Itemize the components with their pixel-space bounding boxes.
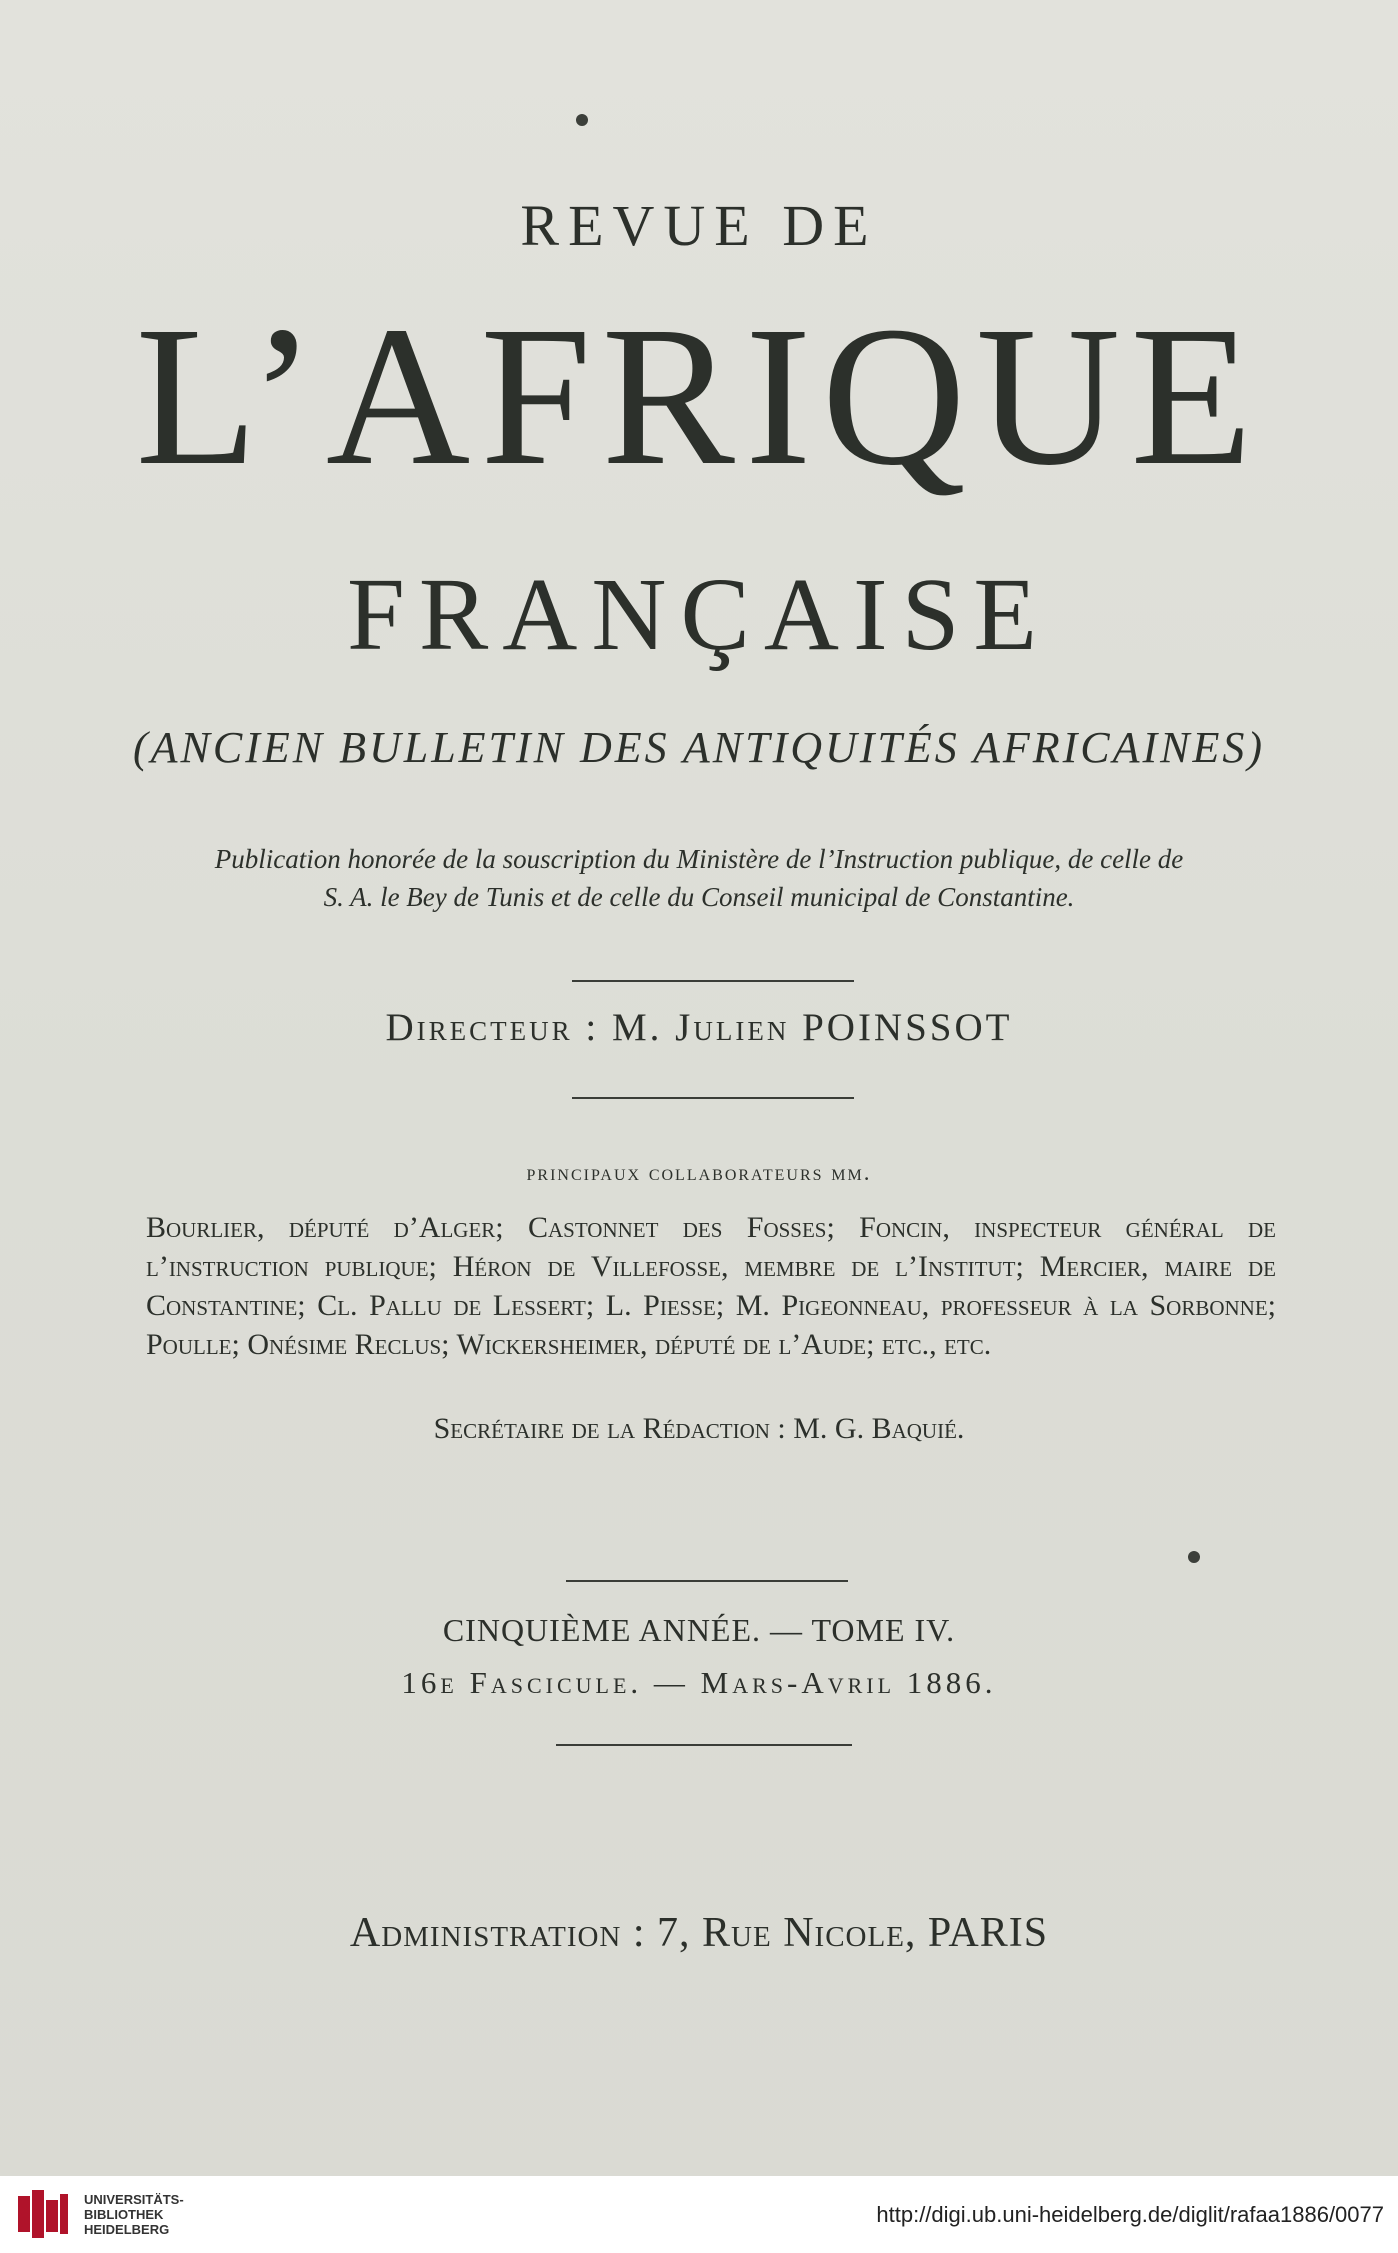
fascicule-line: 16e Fascicule. — Mars-Avril 1886. — [401, 1665, 997, 1700]
year-tome-line: CINQUIÈME ANNÉE. — TOME IV. — [442, 1612, 956, 1648]
journal-title-main: L’AFRIQUE — [135, 286, 1263, 507]
revue-de-heading: REVUE DE — [520, 193, 878, 258]
divider — [572, 980, 854, 982]
collaborators-heading: principaux collaborateurs mm. — [526, 1160, 872, 1185]
divider — [572, 1097, 854, 1099]
ornament-dot — [576, 114, 588, 126]
patronage-line-2: S. A. le Bey de Tunis et de celle du Conseil municipal de Constantine. — [323, 882, 1075, 912]
source-url[interactable]: http://digi.ub.uni-heidelberg.de/diglit/rafaa1886/0077 — [876, 2202, 1384, 2227]
library-name: UNIVERSITÄTS- BIBLIOTHEK HEIDELBERG — [84, 2192, 184, 2237]
divider — [566, 1580, 848, 1582]
ornament-dot-side — [1188, 1551, 1200, 1563]
administration-address: Administration : 7, Rue Nicole, PARIS — [349, 1910, 1049, 1956]
director-line: Directeur : M. Julien POINSSOT — [385, 1006, 1013, 1049]
university-library-logo-icon — [14, 2186, 70, 2242]
secretary-line: Secrétaire de la Rédaction : M. G. Baquié. — [433, 1412, 965, 1445]
journal-title-sub: FRANÇAISE — [347, 557, 1051, 672]
collaborators-list: Bourlier, député d’Alger; Castonnet des Fosses; Foncin, inspecteur général de l’instruction publique; Héron de Villefosse, membre de l’Institut; Mercier, maire de Constantine; Cl. Pallu de Lessert; L. Piesse; M. Pigeonneau, professeur à la Sorbonne; Poulle; Onésime Reclus; Wickersheimer, député de l’Aude; etc., etc. — [146, 1211, 1276, 1361]
patronage-line-1: Publication honorée de la souscription du Ministère de l’Instruction publique, de celle de — [214, 844, 1184, 874]
journal-subtitle: (ANCIEN BULLETIN DES ANTIQUITÉS AFRICAINES) — [132, 723, 1266, 772]
digitization-footer — [0, 2176, 1398, 2253]
divider — [556, 1744, 852, 1746]
patronage-note — [0, 840, 1398, 916]
